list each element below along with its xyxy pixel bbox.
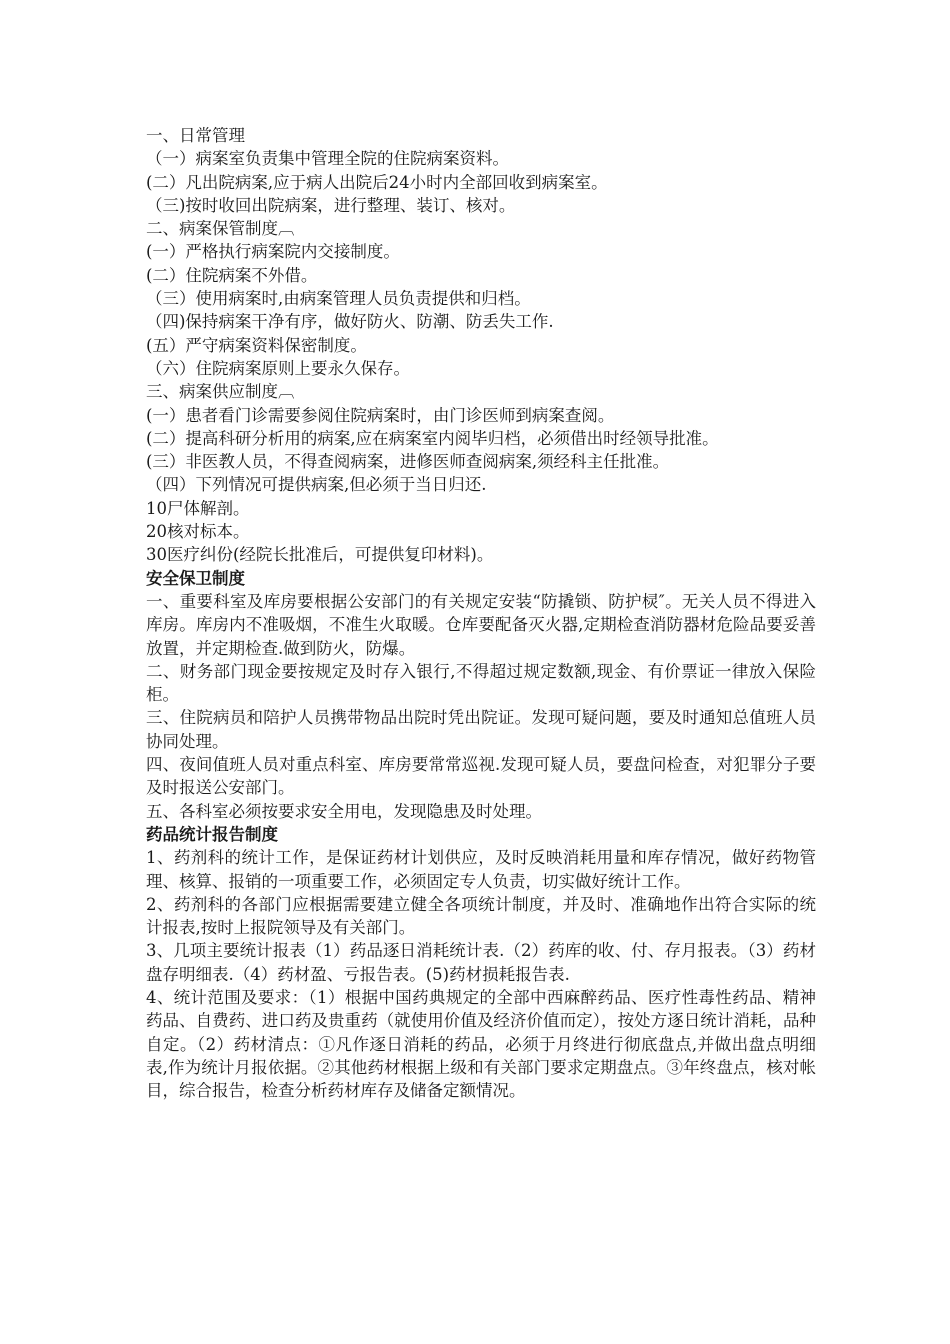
list-item: (一）严格执行病案院内交接制度。 [146,242,400,262]
section-title-record-keeping: 二、病案保管制度︹ [146,219,295,239]
paragraph: 一、重要科室及库房要根据公安部门的有关规定安装“防撬锁、防护棂″。无关人员不得进入库房。库房内不准吸烟，不准生火取暖。仓库要配备灭火器,定期检查消防器材危险品要妥善放置，并定期检查.做到防火，防爆。 [146,591,816,658]
paragraph: 1、药剂科的统计工作，是保证药材计划供应，及时反映消耗用量和库存情况，做好药物管理、核算、报销的一项重要工作，必须固定专人负责，切实做好统计工作。 [146,848,816,891]
list-item: 10尸体解剖。 [146,498,250,518]
list-item: 30医疗纠份(经院长批准后，可提供复印材料)。 [146,545,494,565]
list-item: （四）下列情况可提供病案,但必须于当日归还. [146,475,487,495]
document-page [146,124,816,1102]
section-title-record-supply: 三、病案供应制度︹ [146,382,295,402]
list-item: （三）使用病案时,由病案管理人员负责提供和归档。 [146,289,531,309]
list-item: （三)按时收回出院病案，进行整理、装订、核对。 [146,195,516,215]
paragraph: 3、几项主要统计报表（1）药品逐日消耗统计表.（2）药库的收、付、存月报表。（3）药材盘存明细表.（4）药材盈、亏报告表。(5)药材损耗报告表. [146,941,816,984]
paragraph: 二、财务部门现金要按规定及时存入银行,不得超过规定数额,现金、有价票证一律放入保险柜。 [146,661,816,705]
list-item: (二）提高科研分析用的病案,应在病案室内阅毕归档，必须借出时经领导批准。 [146,428,719,448]
list-item: (一）患者看门诊需要参阅住院病案时，由门诊医师到病案查阅。 [146,405,615,425]
list-item: (二）住院病案不外借。 [146,265,318,285]
heading-drug-statistics: 药品统计报告制度 [146,824,278,844]
section-title-daily-management: 一、日常管理 [146,126,245,145]
paragraph: 四、夜间值班人员对重点科室、库房要常常巡视.发现可疑人员，要盘问检查，对犯罪分子要及时报送公安部门。 [146,755,816,798]
paragraph: 2、药剂科的各部门应根据需要建立健全各项统计制度，并及时、准确地作出符合实际的统计报表,按时上报院领导及有关部门。 [146,894,816,938]
paragraph: 五、各科室必须按要求安全用电，发现隐患及时处理。 [146,801,542,821]
paragraph: 4、统计范围及要求：（1）根据中国药典规定的全部中西麻醉药品、医疗性毒性药品、精神药品、自费药、进口药及贵重药（就使用价值及经济价值而定），按处方逐日统计消耗，品种自定。（2）药材清点：①凡作逐日消耗的药品，必须于月终进行彻底盘点,并做出盘点明细表,作为统计月报依据。②其他药材根据上级和有关部门要求定期盘点。③年终盘点，核对帐目，综合报告，检查分析药材库存及储备定额情况。 [146,987,816,1101]
list-item: (五）严守病案资料保密制度。 [146,335,367,355]
list-item: （四)保持病案干净有序，做好防火、防潮、防丢失工作. [146,312,554,332]
list-item: (三）非医教人员，不得查阅病案，进修医师查阅病案,须经科主任批准。 [146,452,670,472]
heading-security: 安全保卫制度 [146,568,245,588]
list-item: 20核对标本。 [146,522,250,542]
list-item: (二）凡出院病案,应于病人出院后24小时内全部回收到病案室。 [146,172,608,192]
list-item: （一）病案室负责集中管理全院的住院病案资料。 [146,149,509,169]
paragraph: 三、住院病员和陪护人员携带物品出院时凭出院证。发现可疑问题，要及时通知总值班人员协同处理。 [146,708,816,751]
list-item: （六）住院病案原则上要永久保存。 [146,358,410,378]
